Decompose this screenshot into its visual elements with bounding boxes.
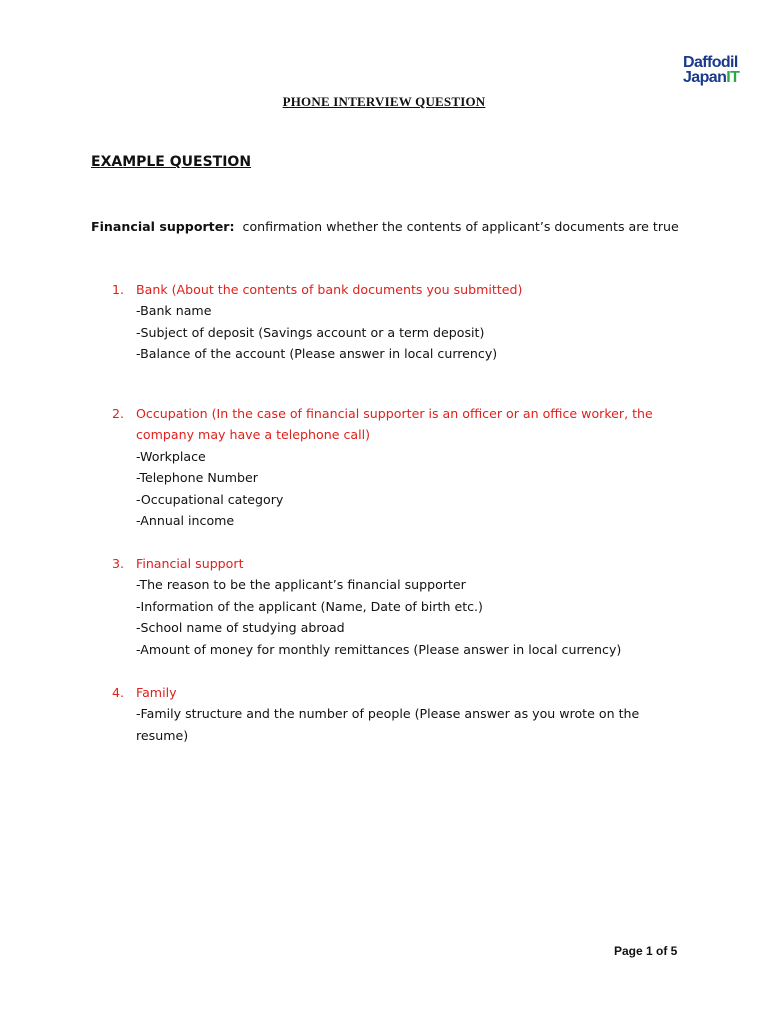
item-detail: -Bank name — [136, 303, 212, 319]
item-detail: -Balance of the account (Please answer in local currency) — [136, 346, 498, 362]
document-title: PHONE INTERVIEW QUESTION — [282, 94, 486, 109]
item-detail: -Telephone Number — [136, 470, 258, 486]
item-detail: -Occupational category — [136, 491, 284, 507]
item-detail: -Family structure and the number of people (Please answer as you wrote on the resume) — [136, 706, 640, 743]
question-item-bank — [112, 279, 692, 365]
logo-line-2 — [683, 70, 745, 85]
intro-label: Financial supporter: — [91, 219, 235, 234]
company-logo — [683, 55, 745, 85]
logo-line-1: Daffodil — [683, 54, 738, 71]
intro-text: confirmation whether the contents of applicant’s documents are true — [242, 219, 679, 234]
item-detail: -The reason to be the applicant’s financial supporter — [136, 577, 466, 593]
item-number: 4. — [112, 685, 125, 700]
page-number: Page 1 of 5 — [614, 944, 678, 958]
item-detail: -Workplace — [136, 448, 206, 464]
item-heading: Family — [136, 685, 177, 700]
logo-japan: Japan — [683, 69, 727, 87]
logo-it: IT — [726, 69, 740, 87]
item-detail: -Subject of deposit (Savings account or a term deposit) — [136, 324, 485, 340]
item-number: 3. — [112, 556, 125, 571]
item-number: 1. — [112, 282, 125, 297]
item-heading: Bank (About the contents of bank documents you submitted) — [136, 282, 523, 297]
item-detail: -Information of the applicant (Name, Date of birth etc.) — [136, 598, 483, 614]
item-heading: Occupation (In the case of financial supporter is an officer or an office worker, the company may have a telephone call) — [136, 406, 653, 443]
item-number: 2. — [112, 406, 125, 421]
item-detail: -Annual income — [136, 513, 235, 529]
section-heading: EXAMPLE QUESTION — [91, 154, 252, 170]
question-item-family — [112, 682, 692, 746]
intro-line — [91, 219, 679, 234]
question-item-occupation — [112, 403, 692, 531]
item-detail: -School name of studying abroad — [136, 620, 345, 636]
question-item-financial-support — [112, 553, 692, 660]
item-detail: -Amount of money for monthly remittances (Please answer in local currency) — [136, 641, 622, 657]
item-heading: Financial support — [136, 556, 244, 571]
